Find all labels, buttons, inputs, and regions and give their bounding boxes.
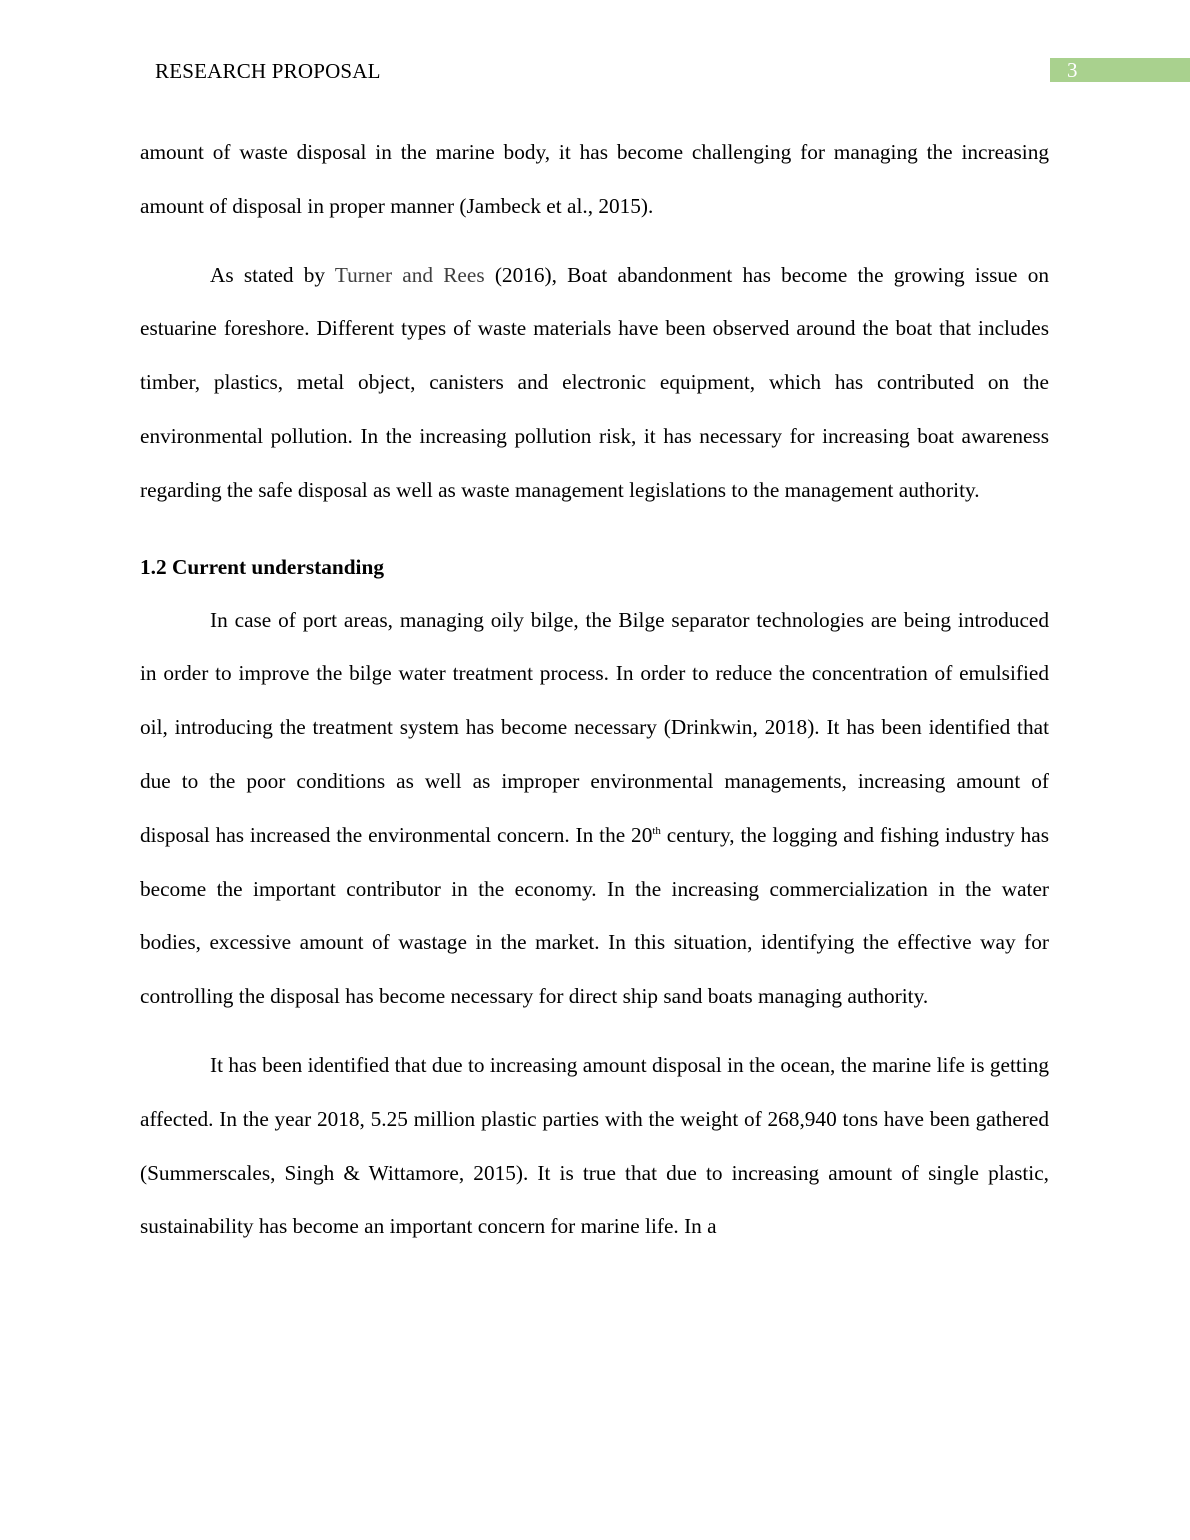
- page-number-badge: 3: [1050, 58, 1190, 82]
- paragraph-text: As stated by: [210, 262, 335, 287]
- paragraph-port-areas: [140, 594, 1049, 1024]
- paragraph-text: century, the logging and fishing industry has become the important contributor in the economy. In the increasing commercialization in the water bodies, excessive amount of wastage in the market. In this situation, identifying the effective way for controlling the disposal has become necessary for direct ship sand boats managing authority.: [140, 822, 1049, 1009]
- body-text: [140, 126, 1049, 1254]
- superscript-ordinal: th: [652, 824, 661, 837]
- paragraph-boat-abandonment: [140, 249, 1049, 518]
- paragraph-marine-life: It has been identified that due to increasing amount disposal in the ocean, the marine life is getting affected. In the year 2018, 5.25 million plastic parties with the weight of 268,940 tons have been gathered (Summerscales, Singh & Wittamore, 2015). It is true that due to increasing amount of single plastic, sustainability has become an important concern for marine life. In a: [140, 1052, 1049, 1239]
- paragraph-text: (2016), Boat abandonment has become the growing issue on estuarine foreshore. Different types of waste materials have been observed around the boat that includes timber, plastics, metal object, canisters and electronic equipment, which has contributed on the environmental pollution. In the increasing pollution risk, it has necessary for increasing boat awareness regarding the safe disposal as well as waste management legislations to the management authority.: [140, 262, 1049, 502]
- paragraph-continuation: amount of waste disposal in the marine body, it has become challenging for managing the increasing amount of disposal in proper manner (Jambeck et al., 2015).: [140, 140, 1049, 218]
- running-header: RESEARCH PROPOSAL: [155, 59, 381, 83]
- section-heading: 1.2 Current understanding: [140, 554, 384, 579]
- paragraph-text: In case of port areas, managing oily bilge, the Bilge separator technologies are being introduced in order to improve the bilge water treatment process. In order to reduce the concentration of emulsified oil, introducing the treatment system has become necessary (Drinkwin, 2018). It has been identified that due to the poor conditions as well as improper environmental managements, increasing amount of disposal has increased the environmental concern. In the 20: [140, 607, 1049, 847]
- citation-author: Turner and Rees: [334, 262, 485, 287]
